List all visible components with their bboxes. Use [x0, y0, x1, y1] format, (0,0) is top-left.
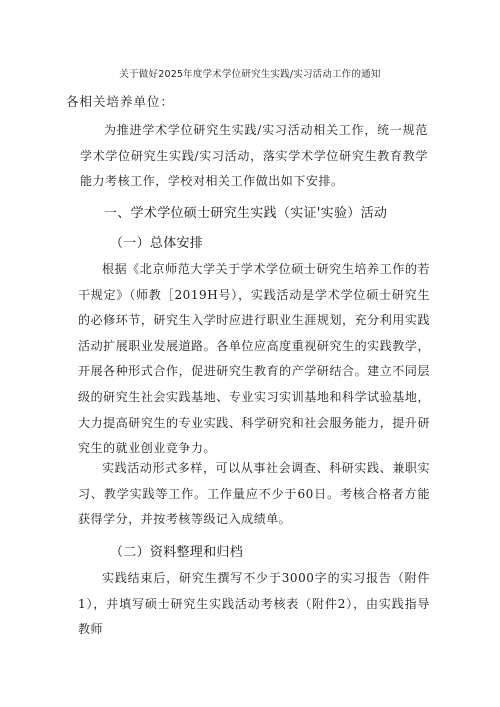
document-title: 关于做好2025年度学术学位研究生实践/实习活动工作的通知 [119, 69, 381, 80]
subsection-2-paragraph-1: 实践结束后，研究生撰写不少于3000字的实习报告（附件1），并填写硕士研究生实践活动考核表（附件2），由实践指导教师 [78, 571, 430, 637]
intro-paragraph: 为推进学术学位研究生实践/实习活动相关工作，统一规范学术学位研究生实践/实习活动，落实学术学位研究生教育教学能力考核工作，学校对相关工作做出如下安排。 [80, 123, 428, 189]
subsection-1-heading: （一）总体安排 [110, 236, 204, 251]
subsection-1-paragraph-2: 实践活动形式多样，可以从事社会调查、科研实践、兼职实习、教学实践等工作。工作量应不少于60日。考核合格者方能获得学分，并按考核等级记入成绩单。 [78, 461, 430, 527]
section-1-heading: 一、学术学位硕士研究生实践（实证'实验）活动 [104, 206, 388, 221]
subsection-1-paragraph-1: 根据《北京师范大学关于学术学位硕士研究生培养工作的若干规定》（师教［2019H号），实践活动是学术学位硕士研究生的必修环节，研究生入学时应进行职业生涯规划，充分利用实践活动扩展职业发展道路。各单位应高度重视研究生的实践教学，开展各种形式合作，促进研究生教育的产学研结合。建立不同层级的研究生社会实践基地、专业实习实训基地和科学试验基地，大力提高研究生的专业实践、科学研究和社会服务能力，提升研究生的就业创业竞争力。 [78, 262, 430, 456]
subsection-2-heading: （二）资料整理和归档 [110, 545, 244, 560]
addressee-line: 各相关培养单位： [66, 94, 175, 109]
